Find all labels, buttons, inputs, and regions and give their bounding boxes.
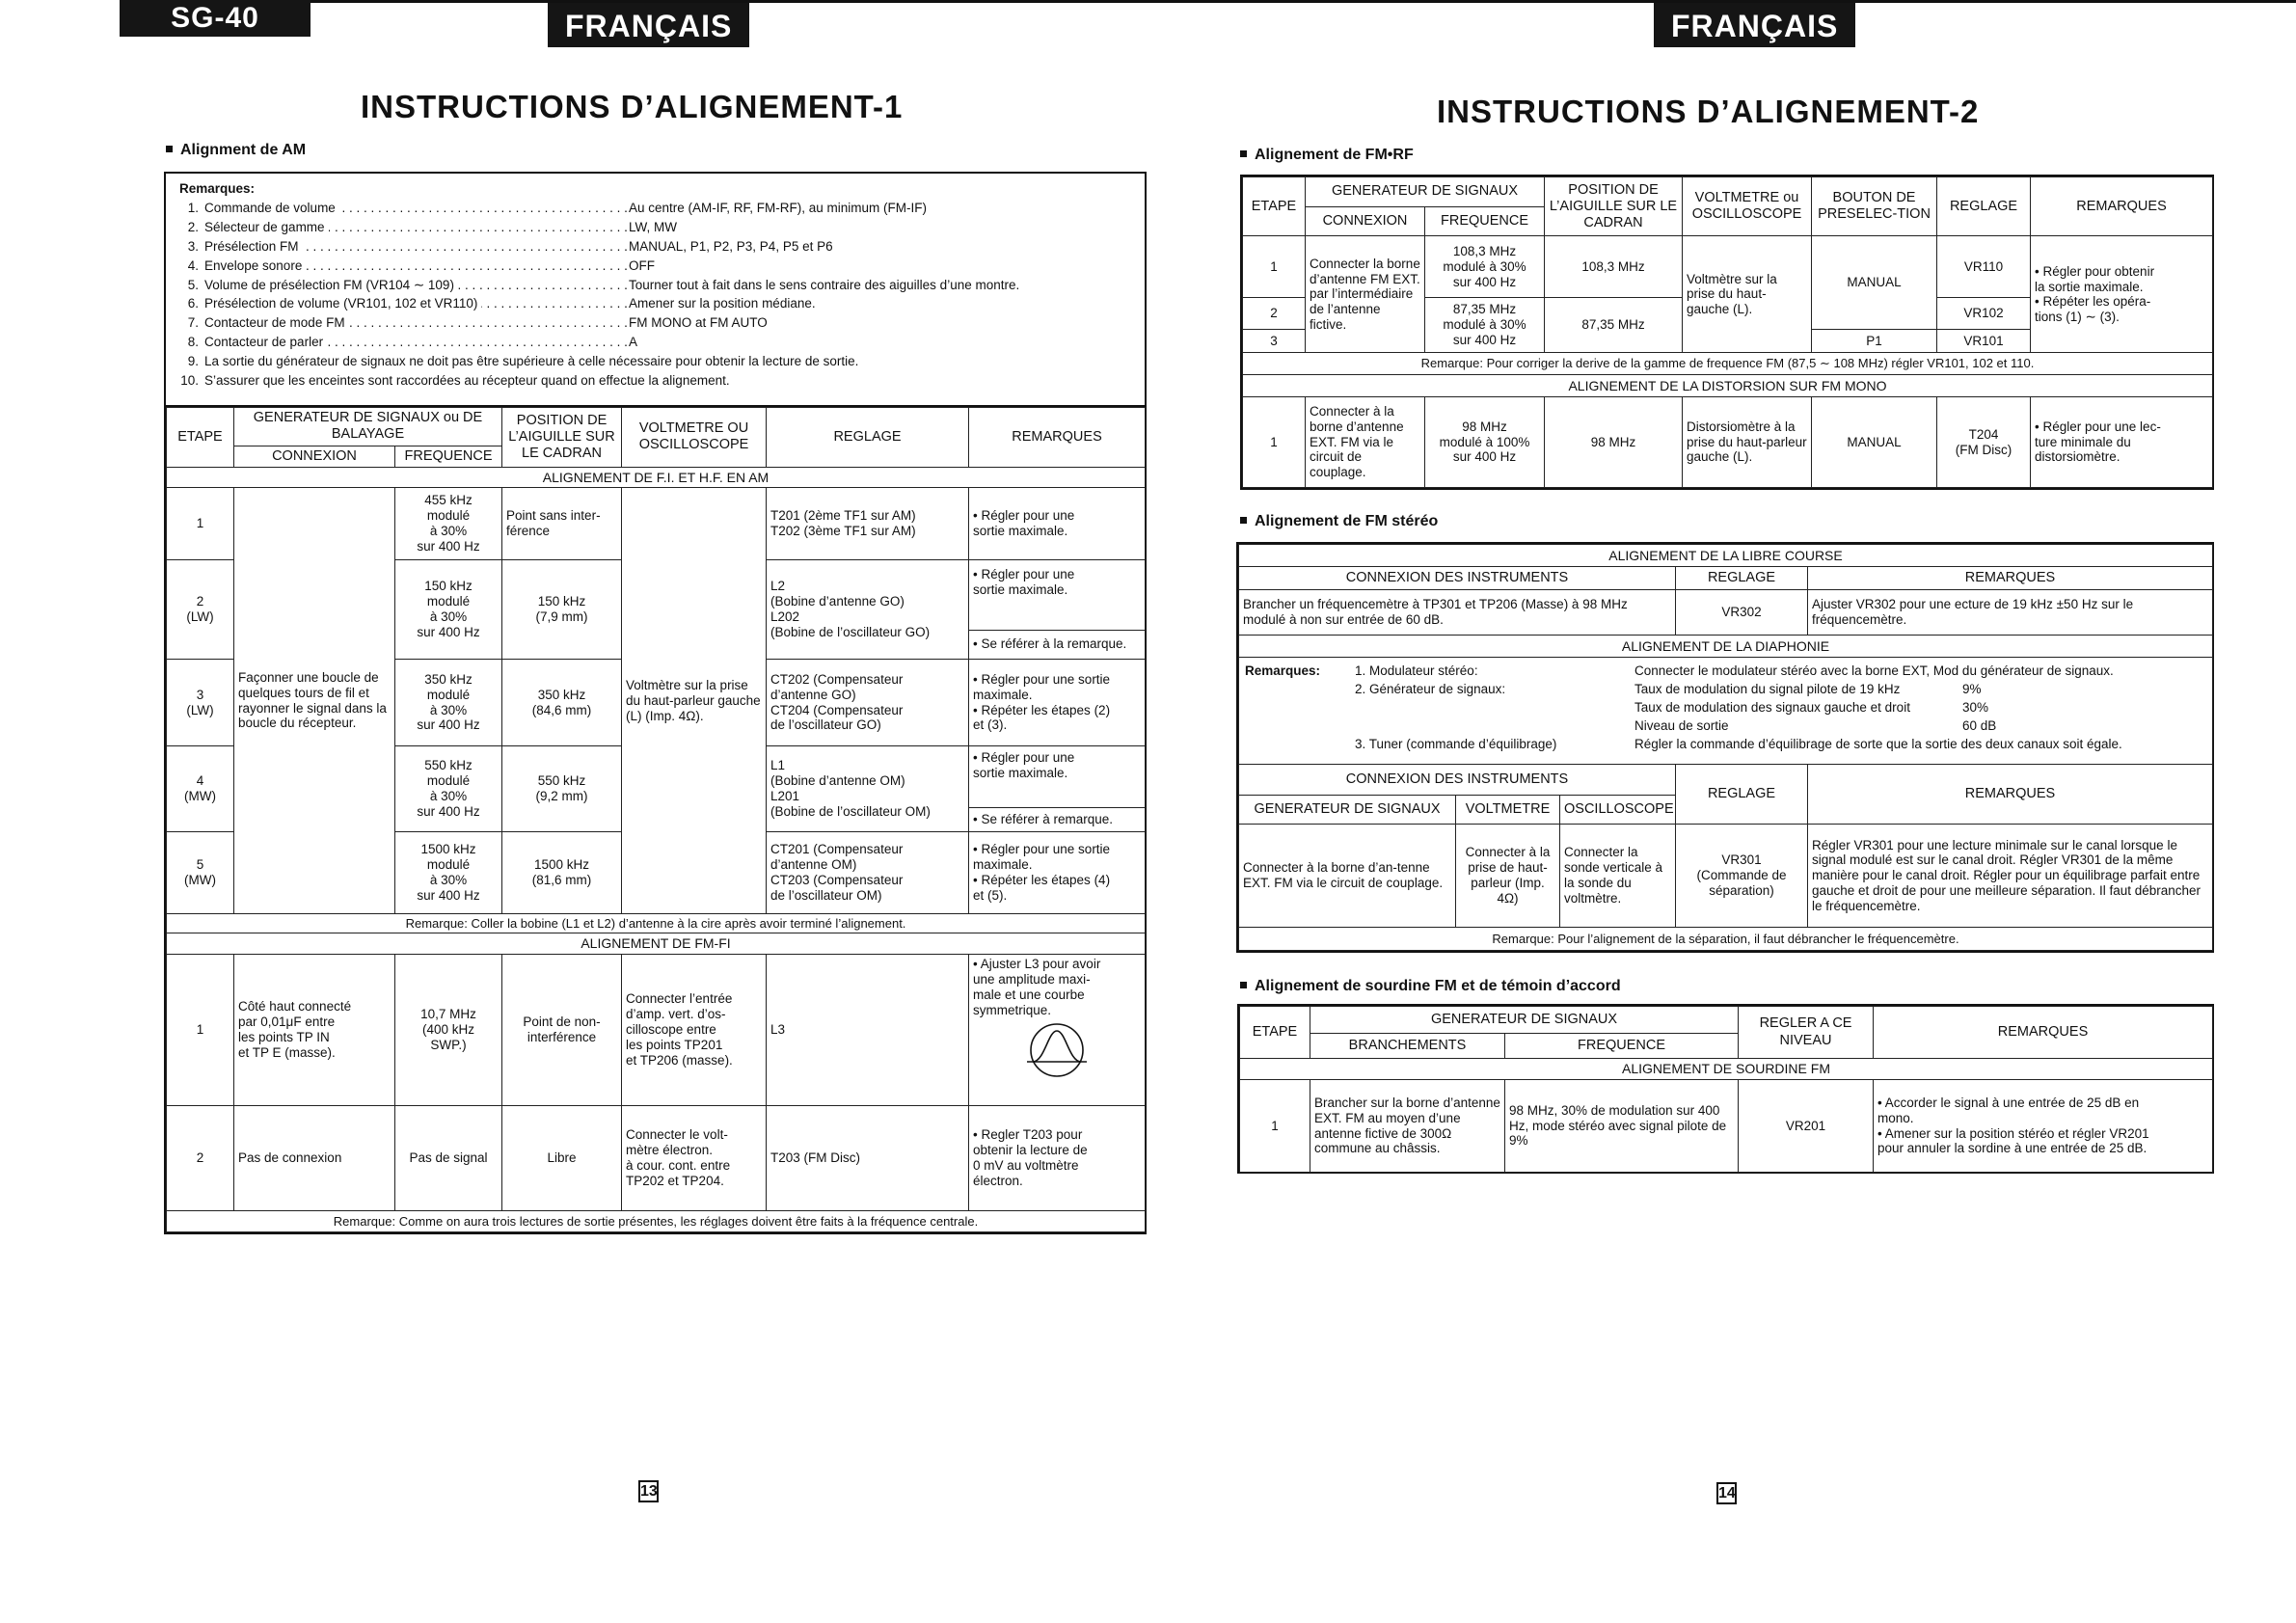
col-connexion-instruments: CONNEXION DES INSTRUMENTS: [1239, 567, 1676, 590]
cell-connexion: Connecter la borne d’antenne FM EXT. par l’intermédiaire de l’antenne fictive.: [1306, 236, 1425, 353]
col-connexion: CONNEXION: [234, 446, 395, 467]
cell-remarques: • Régler pour obtenir la sortie maximale. • Répéter les opéra- tions (1) ∼ (3).: [2031, 236, 2213, 353]
cell-reglage: L1 (Bobine d’antenne OM) L201 (Bobine de l’oscillateur OM): [767, 746, 969, 832]
remark-num: 10.: [180, 373, 199, 389]
remark-text: • Régler pour une sortie maximale.: [969, 565, 1145, 631]
cell-position: 87,35 MHz: [1545, 297, 1683, 353]
section-distorsion: ALIGNEMENT DE LA DISTORSION SUR FM MONO: [1243, 374, 2213, 396]
cell-connexion: Côté haut connecté par 0,01μF entre les points TP IN et TP E (masse).: [234, 954, 395, 1105]
remark-value: MANUAL, P1, P2, P3, P4, P5 et P6: [629, 238, 833, 254]
cell-etape: 3 (LW): [167, 659, 234, 746]
cell-reglage: T203 (FM Disc): [767, 1105, 969, 1210]
remark-label: Présélection de volume (VR101, 102 et VR110): [204, 296, 481, 311]
section-title-sourdine-text: Alignement de sourdine FM et de témoin d’accord: [1255, 978, 1621, 994]
remarks-header: Remarques:: [179, 181, 256, 196]
section-diaphonie: ALIGNEMENT DE LA DIAPHONIE: [1239, 635, 2213, 657]
col-voltmetre: VOLTMETRE: [1456, 796, 1560, 825]
cell-etape: 1: [1243, 397, 1306, 488]
col-reglage: REGLAGE: [1676, 567, 1808, 590]
col-regler: REGLER A CE NIVEAU: [1739, 1007, 1874, 1059]
cell-voltmetre: Voltmètre sur la prise du haut-gauche (L).: [1683, 236, 1812, 353]
col-generateur: GENERATEUR DE SIGNAUX: [1310, 1007, 1739, 1034]
remark-label: 1. Modulateur stéréo:: [1355, 663, 1478, 678]
cell-etape: 2 (LW): [167, 559, 234, 659]
cell-remarques: • Regler T203 pour obtenir la lecture de 0 mV au voltmètre électron.: [969, 1105, 1146, 1210]
cell-etape: 3: [1243, 330, 1306, 353]
col-generateur: GENERATEUR DE SIGNAUX ou DE BALAYAGE: [234, 408, 502, 446]
cell-position: Libre: [502, 1105, 622, 1210]
section-title-fmrf-text: Alignement de FM•RF: [1255, 147, 1414, 163]
cell-etape: 4 (MW): [167, 746, 234, 832]
remark-num: 4.: [187, 257, 199, 273]
model-tag: SG-40: [120, 0, 311, 37]
remark-item: [179, 371, 1131, 391]
cell-remarques: [969, 559, 1146, 659]
sourdine-table: [1239, 1006, 2213, 1173]
cell-bouton: P1: [1812, 330, 1937, 353]
remark-label: 2. Générateur de signaux:: [1355, 681, 1506, 696]
col-frequence: FREQUENCE: [395, 446, 502, 467]
col-generateur: GENERATEUR DE SIGNAUX: [1306, 177, 1545, 207]
cell-etape: 2: [167, 1105, 234, 1210]
cell-reglage: CT201 (Compensateur d’antenne OM) CT203 (Compensateur de l’oscillateur OM): [767, 832, 969, 914]
remark-item: [179, 218, 1131, 237]
remark-value: Régler la commande d’équilibrage de sorte que la sortie des deux canaux soit égale.: [1634, 736, 2122, 751]
col-frequence: FREQUENCE: [1425, 206, 1545, 236]
col-remarques: REMARQUES: [2031, 177, 2213, 236]
cell-remarques: Ajuster VR302 pour une ecture de 19 kHz ±50 Hz sur le fréquencemètre.: [1808, 589, 2213, 635]
cell-etape: 2: [1243, 297, 1306, 329]
cell-position: 98 MHz: [1545, 397, 1683, 488]
cell-frequence: Pas de signal: [395, 1105, 502, 1210]
col-etape: ETAPE: [167, 408, 234, 468]
col-generateur: GENERATEUR DE SIGNAUX: [1239, 796, 1456, 825]
remark-value: LW, MW: [629, 219, 677, 234]
stereo-table-box: [1236, 542, 2214, 953]
remark-value: 9%: [1962, 681, 1982, 696]
cell-bouton: MANUAL: [1812, 397, 1937, 488]
cell-reglage: VR301 (Commande de séparation): [1676, 825, 1808, 928]
col-frequence: FREQUENCE: [1505, 1034, 1739, 1059]
table-row: [167, 1105, 1146, 1210]
cell-reglage: T201 (2ème TF1 sur AM) T202 (3ème TF1 sur AM): [767, 488, 969, 560]
am-alignment-table-box: [164, 405, 1147, 1234]
remark-label: Commande de volume: [204, 201, 339, 215]
col-voltmetre: VOLTMETRE OU OSCILLOSCOPE: [622, 408, 767, 468]
section-libre-course: ALIGNEMENT DE LA LIBRE COURSE: [1239, 545, 2213, 567]
cell-etape: 5 (MW): [167, 832, 234, 914]
col-reglage: REGLAGE: [1937, 177, 2031, 236]
remark-value: OFF: [629, 257, 655, 273]
col-remarques: REMARQUES: [1808, 567, 2213, 590]
remark-num: 2.: [187, 219, 199, 234]
cell-position: Point de non- interférence: [502, 954, 622, 1105]
col-voltmetre: VOLTMETRE ou OSCILLOSCOPE: [1683, 177, 1812, 236]
remark-text: • Se référer à la remarque.: [973, 636, 1127, 651]
language-tag-left: FRANÇAIS: [548, 3, 749, 47]
cell-generateur: Connecter à la borne d’an-tenne EXT. FM via le circuit de couplage.: [1239, 825, 1456, 928]
remark-label: Niveau de sortie: [1634, 717, 1729, 733]
remark-item: [179, 237, 1131, 257]
col-position: POSITION DE L’AIGUILLE SUR LE CADRAN: [1545, 177, 1683, 236]
am-alignment-table: [166, 407, 1146, 1232]
remark-label: Contacteur de mode FM: [204, 315, 349, 330]
col-etape: ETAPE: [1240, 1007, 1310, 1059]
section-title-stereo: [1240, 513, 1438, 530]
cell-frequence: 1500 kHz modulé à 30% sur 400 Hz: [395, 832, 502, 914]
table-row: [1240, 1080, 2213, 1173]
remark-label: 3. Tuner (commande d’équilibrage): [1355, 736, 1557, 751]
remark-item: [179, 276, 1131, 295]
cell-remarques: • Régler pour une sortie maximale. • Répéter les étapes (4) et (5).: [969, 832, 1146, 914]
cell-frequence: 98 MHz modulé à 100% sur 400 Hz: [1425, 397, 1545, 488]
remark-item: [179, 313, 1131, 333]
remark-text: • Régler pour une sortie maximale.: [969, 748, 1145, 808]
cell-connexion: Connecter à la borne d’antenne EXT. FM via le circuit de couplage.: [1306, 397, 1425, 488]
cell-reglage: VR110: [1937, 236, 2031, 297]
section-sourdine-fm: ALIGNEMENT DE SOURDINE FM: [1240, 1059, 2213, 1080]
col-reglage: REGLAGE: [767, 408, 969, 468]
remark-item: [1245, 717, 2206, 735]
cell-frequence: 87,35 MHz modulé à 30% sur 400 Hz: [1425, 297, 1545, 353]
col-remarques: REMARQUES: [1808, 765, 2213, 825]
remark-fmrf: Remarque: Pour corriger la derive de la gamme de frequence FM (87,5 ∼ 108 MHz) régler VR101, 102 et 110.: [1243, 353, 2213, 374]
fmrf-table: [1242, 176, 2213, 488]
remark-num: 6.: [187, 296, 199, 311]
col-remarques: REMARQUES: [1874, 1007, 2213, 1059]
remark-label: Sélecteur de gamme: [204, 220, 329, 234]
remark-item: [179, 352, 1131, 371]
bullet-icon: [1240, 982, 1247, 988]
cell-position: 350 kHz (84,6 mm): [502, 659, 622, 746]
remark-num: 5.: [187, 277, 199, 292]
section-title-sourdine: [1240, 978, 1621, 995]
cell-frequence: 10,7 MHz (400 kHz SWP.): [395, 954, 502, 1105]
table-row: [1243, 397, 2213, 488]
cell-remarques: Régler VR301 pour une lecture minimale sur le canal lorsque le signal modulé est sur le canal droit. Régler VR301 de la même manière pour le canal droit. Régler pour un équilibrage parfait entre gauche et droit de pour une meilleure séparation. Il faut débrancher le fréquencemètre.: [1808, 825, 2213, 928]
cell-voltmetre: Distorsiomètre à la prise du haut-parleur gauche (L).: [1683, 397, 1812, 488]
cell-position: Point sans inter- férence: [502, 488, 622, 560]
remark-label: Taux de modulation des signaux gauche et droit: [1634, 699, 1910, 715]
section-title-am-text: Alignment de AM: [180, 142, 307, 158]
cell-connexion: Façonner une boucle de quelques tours de fil et rayonner le signal dans la boucle du récepteur.: [234, 488, 395, 913]
diaphonie-remarks: [1239, 657, 2213, 764]
sourdine-table-box: [1237, 1004, 2214, 1174]
section-title-fmrf: [1240, 147, 1414, 164]
col-reglage: REGLAGE: [1676, 765, 1808, 825]
cell-position: 550 kHz (9,2 mm): [502, 746, 622, 832]
symmetric-curve-icon: [1023, 1021, 1091, 1079]
remark-label: Envelope sonore: [204, 258, 306, 273]
col-remarques: REMARQUES: [969, 408, 1146, 468]
cell-position: 150 kHz (7,9 mm): [502, 559, 622, 659]
am-remarks: [166, 174, 1145, 396]
am-remarks-box: [164, 172, 1147, 405]
remark-item: [1245, 662, 2206, 680]
remark-fmfi: Remarque: Comme on aura trois lectures de sortie présentes, les réglages doivent être faits à la fréquence centrale.: [167, 1210, 1146, 1231]
remark-value: Connecter le modulateur stéréo avec la borne EXT, Mod du générateur de signaux.: [1634, 663, 2114, 678]
page-title-1: INSTRUCTIONS D’ALIGNEMENT-1: [361, 89, 904, 124]
cell-bouton: MANUAL: [1812, 236, 1937, 330]
remark-value: Tourner tout à fait dans le sens contraire des aiguilles d’une montre.: [629, 277, 1020, 292]
remark-value: A: [629, 335, 638, 350]
col-bouton: BOUTON DE PRESELEC-TION: [1812, 177, 1937, 236]
cell-remarques: • Accorder le signal à une entrée de 25 dB en mono. • Amener sur la position stéréo et régler VR201 pour annuler la sordine à une entrée de 25 dB.: [1874, 1080, 2213, 1173]
cell-reglage: T204 (FM Disc): [1937, 397, 2031, 488]
table-row: [1239, 589, 2213, 635]
remark-label: Contacteur de parler: [204, 335, 327, 349]
cell-etape: 1: [167, 954, 234, 1105]
cell-regler: VR201: [1739, 1080, 1874, 1173]
remark-label: Taux de modulation du signal pilote de 19 kHz: [1634, 681, 1901, 696]
remark-value: Amener sur la position médiane.: [629, 296, 816, 311]
cell-frequence: 98 MHz, 30% de modulation sur 400 Hz, mode stéréo avec signal pilote de 9%: [1505, 1080, 1739, 1173]
cell-etape: 1: [1243, 236, 1306, 297]
page-number-14: 14: [1716, 1482, 1737, 1504]
cell-voltmetre: Voltmètre sur la prise du haut-parleur gauche (L) (Imp. 4Ω).: [622, 488, 767, 913]
cell-reglage: VR102: [1937, 297, 2031, 329]
remark-item: [1245, 735, 2206, 753]
cell-frequence: 350 kHz modulé à 30% sur 400 Hz: [395, 659, 502, 746]
section-fi-hf: ALIGNEMENT DE F.I. ET H.F. EN AM: [167, 467, 1146, 488]
remark-am: Remarque: Coller la bobine (L1 et L2) d’antenne à la cire après avoir terminé l’alignement.: [167, 913, 1146, 933]
remark-stereo: Remarque: Pour l’alignement de la séparation, il faut débrancher le fréquencemètre.: [1239, 928, 2213, 951]
remark-value: Au centre (AM-IF, RF, FM-RF), au minimum (FM-IF): [629, 200, 928, 215]
cell-position: 108,3 MHz: [1545, 236, 1683, 297]
col-oscilloscope: OSCILLOSCOPE: [1560, 796, 1676, 825]
remark-item: [1245, 680, 2206, 698]
bullet-icon: [1240, 517, 1247, 524]
cell-reglage: VR302: [1676, 589, 1808, 635]
col-branchements: BRANCHEMENTS: [1310, 1034, 1505, 1059]
cell-connexion: Brancher un fréquencemètre à TP301 et TP206 (Masse) à 98 MHz modulé à non sur entrée de 60 dB.: [1239, 589, 1676, 635]
section-fmfi: ALIGNEMENT DE FM-FI: [167, 933, 1146, 955]
section-title-am: [166, 142, 306, 159]
table-row: [1243, 236, 2213, 297]
cell-connexion: Pas de connexion: [234, 1105, 395, 1210]
cell-position: 1500 kHz (81,6 mm): [502, 832, 622, 914]
remark-value: 30%: [1962, 699, 1989, 715]
cell-remarques: • Régler pour une sortie maximale.: [969, 488, 1146, 560]
remark-text: • Ajuster L3 pour avoir une amplitude maxi- male et une courbe symmetrique.: [973, 956, 1101, 1017]
bullet-icon: [1240, 150, 1247, 157]
table-row: [167, 954, 1146, 1105]
cell-remarques: • Régler pour une lec- ture minimale du distorsiomètre.: [2031, 397, 2213, 488]
remark-item: [179, 257, 1131, 276]
cell-etape: 1: [167, 488, 234, 560]
cell-voltmetre: Connecter à la prise de haut-parleur (Imp. 4Ω): [1456, 825, 1560, 928]
remark-text: La sortie du générateur de signaux ne doit pas être supérieure à celle nécessaire pour obtenir la lecture de sortie.: [204, 354, 859, 369]
bullet-icon: [166, 146, 173, 152]
cell-frequence: 455 kHz modulé à 30% sur 400 Hz: [395, 488, 502, 560]
cell-remarques: • Régler pour une sortie maximale. • Répéter les étapes (2) et (3).: [969, 659, 1146, 746]
table-row: [167, 488, 1146, 560]
page-title-2: INSTRUCTIONS D’ALIGNEMENT-2: [1437, 94, 1980, 129]
page-number-13: 13: [638, 1480, 659, 1502]
remark-num: 1.: [187, 200, 199, 215]
remark-item: [1245, 698, 2206, 717]
remark-num: 7.: [187, 315, 199, 331]
remark-value: 60 dB: [1962, 717, 1997, 733]
remark-num: 3.: [187, 238, 199, 254]
cell-frequence: 550 kHz modulé à 30% sur 400 Hz: [395, 746, 502, 832]
remark-label: Volume de présélection FM (VR104 ∼ 109): [204, 278, 458, 292]
cell-voltmetre: Connecter l’entrée d’amp. vert. d’os- cilloscope entre les points TP201 et TP206 (masse).: [622, 954, 767, 1105]
cell-voltmetre: Connecter le volt- mètre électron. à cour. cont. entre TP202 et TP204.: [622, 1105, 767, 1210]
remark-text: S’assurer que les enceintes sont raccordées au récepteur quand on effectue la alignement.: [204, 373, 730, 389]
cell-reglage: CT202 (Compensateur d’antenne GO) CT204 (Compensateur de l’oscillateur GO): [767, 659, 969, 746]
remark-text: • Se référer à remarque.: [973, 812, 1114, 827]
remarks-label: Remarques:: [1245, 663, 1321, 678]
cell-reglage: VR101: [1937, 330, 2031, 353]
cell-reglage: L2 (Bobine d’antenne GO) L202 (Bobine de l’oscillateur GO): [767, 559, 969, 659]
cell-reglage: L3: [767, 954, 969, 1105]
fmrf-table-box: [1240, 175, 2214, 490]
cell-remarques: [969, 954, 1146, 1105]
cell-etape: 1: [1240, 1080, 1310, 1173]
stereo-table: [1238, 544, 2213, 951]
col-connexion-instruments: CONNEXION DES INSTRUMENTS: [1239, 765, 1676, 796]
col-connexion: CONNEXION: [1306, 206, 1425, 236]
cell-oscilloscope: Connecter la sonde verticale à la sonde du voltmètre.: [1560, 825, 1676, 928]
cell-branchements: Brancher sur la borne d’antenne EXT. FM au moyen d’une antenne fictive de 300Ω commune au châssis.: [1310, 1080, 1505, 1173]
cell-frequence: 150 kHz modulé à 30% sur 400 Hz: [395, 559, 502, 659]
table-row: [1239, 825, 2213, 928]
section-title-stereo-text: Alignement de FM stéréo: [1255, 513, 1439, 529]
remark-label: Présélection FM: [204, 239, 303, 254]
remark-value: FM MONO at FM AUTO: [629, 315, 768, 331]
remark-item: [179, 333, 1131, 352]
col-position: POSITION DE L’AIGUILLE SUR LE CADRAN: [502, 408, 622, 468]
remark-item: [179, 199, 1131, 218]
col-etape: ETAPE: [1243, 177, 1306, 236]
language-tag-right: FRANÇAIS: [1654, 3, 1855, 47]
remark-num: 8.: [187, 335, 199, 350]
remark-num: 9.: [187, 354, 199, 369]
cell-frequence: 108,3 MHz modulé à 30% sur 400 Hz: [1425, 236, 1545, 297]
cell-remarques: [969, 746, 1146, 832]
remark-item: [179, 294, 1131, 313]
